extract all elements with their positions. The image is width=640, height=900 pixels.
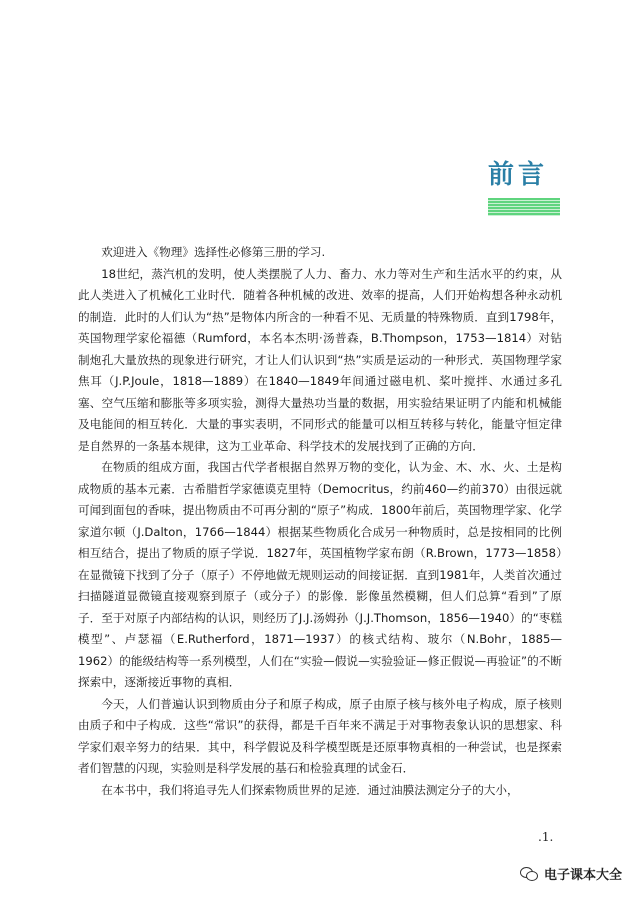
preface-body [78, 242, 562, 801]
page-number: .1. [538, 830, 554, 844]
paragraph: 今天，人们普遍认识到物质由分子和原子构成，原子由原子核与核外电子构成，原子核则由质子和中子构成．这些“常识”的获得，都是千百年来不满足于对事物表象认识的思想家、科学家们艰辛努力的结果．其中，科学假说及科学模型既是还原事物真相的一种尝试，也是探索者们智慧的闪现，实验则是科学发展的基石和检验真理的试金石． [78, 696, 562, 775]
watermark-text: 电子课本大全 [544, 868, 623, 883]
page-title: 前言 [488, 160, 549, 190]
paragraph: 在本书中，我们将追寻先人们探索物质世界的足迹．通过油膜法测定分子的大小， [101, 782, 519, 797]
paragraph: 18世纪，蒸汽机的发明，使人类摆脱了人力、畜力、水力等对生产和生活水平的约束，从此人类进入了机械化工业时代．随着各种机械的改进、效率的提高，人们开始构想各种永动机的制造．此时的人们认为“热”是物体内所含的一种看不见、无质量的特殊物质．直到1798年，英国物理学家伦福德（Rumford，本名本杰明·汤普森，B.Thompson，1753—1814）对钻制炮孔大量放热的现象进行研究，才让人们认识到“热”实质是运动的一种形式．英国物理学家焦耳（J.P.Joule，1818—1889）在1840—1849年间通过磁电机、桨叶搅拌、水通过多孔塞、空气压缩和膨胀等多项实验，测得大量热功当量的数据，用实验结果证明了内能和机械能及电能间的相互转化．大量的事实表明，不同形式的能量可以相互转移与转化，能量守恒定律是自然界的一条基本规律，这为工业革命、科学技术的发展找到了正确的方向． [78, 266, 562, 453]
watermark [520, 864, 622, 883]
wechat-icon [520, 867, 538, 881]
paragraph: 欢迎进入《物理》选择性必修第三册的学习. [101, 245, 326, 259]
title-decoration-bar [488, 198, 560, 216]
paragraph: 在物质的组成方面，我国古代学者根据自然界万物的变化，认为金、木、水、火、土是构成物质的基本元素．古希腊哲学家德谟克里特（Democritus，约前460—约前370）由很远就可闻到面包的香味，提出物质由不可再分割的“原子”构成．1800年前后，英国物理学家、化学家道尔顿（J.Dalton，1766—1844）根据某些物质化合成另一种物质时，总是按相同的比例相互结合，提出了物质的原子学说．1827年，英国植物学家布朗（R.Brown，1773—1858）在显微镜下找到了分子（原子）不停地做无规则运动的间接证据．直到1981年，人类首次通过扫描隧道显微镜直接观察到原子（或分子）的影像．影像虽然模糊，但人们总算“看到”了原子．至于对原子内部结构的认识，则经历了J.J.汤姆孙（J.J.Thomson，1856—1940）的“枣糕模型”、卢瑟福（E.Rutherford，1871—1937）的核式结构、玻尔（N.Bohr，1885—1962）的能级结构等一系列模型，人们在“实验—假说—实验验证—修正假说—再验证”的不断探索中，逐渐接近事物的真相． [78, 460, 562, 689]
